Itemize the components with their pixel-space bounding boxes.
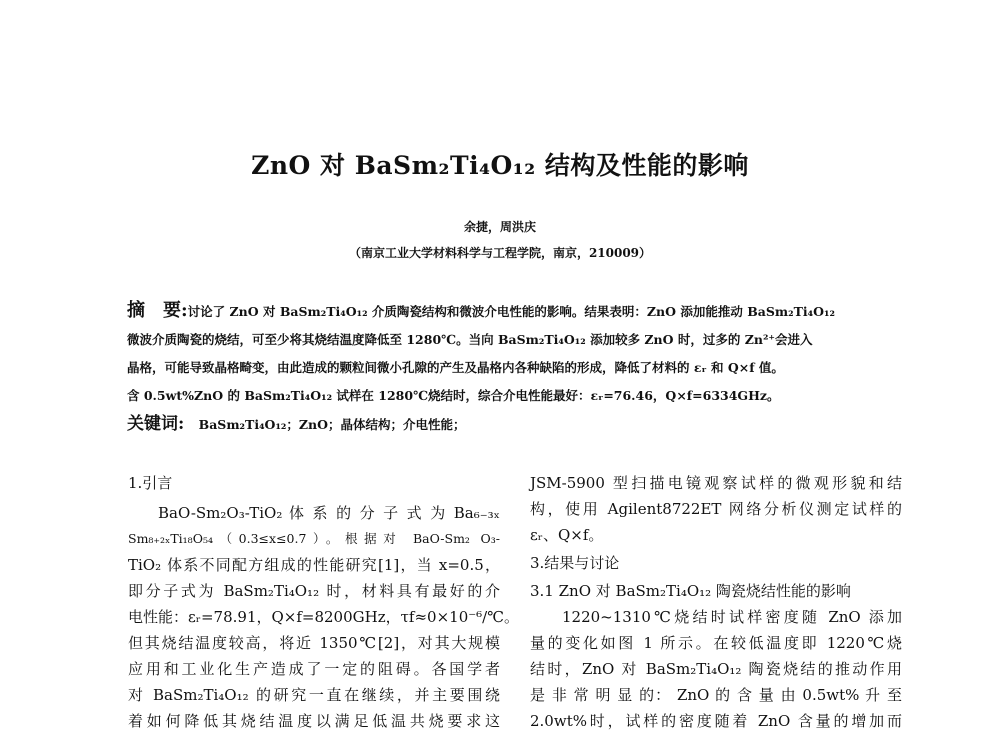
section-3-heading: 3.结果与讨论 xyxy=(530,554,620,572)
body-line: Sm₈₊₂ₓTi₁₈O₅₄（0.3≤x≤0.7）。根据对 BaO-Sm₂ O₃- xyxy=(128,531,500,546)
body-line: JSM-5900 型扫描电镜观察试样的微观形貌和结 xyxy=(530,474,902,492)
keywords-label: 关键词: xyxy=(127,414,185,434)
body-line: 是 非 常 明 显 的： ZnO 的 含 量 由 0.5wt% 升 至 xyxy=(530,686,902,704)
body-line: 2.0wt%时，试样的密度随着 ZnO 含量的增加而 xyxy=(530,712,902,730)
body-line: 结时，ZnO 对 BaSm₂Ti₄O₁₂ 陶瓷烧结的推动作用 xyxy=(530,660,902,678)
body-line: 对 BaSm₂Ti₄O₁₂ 的研究一直在继续，并主要围绕 xyxy=(128,686,500,704)
body-line: 应用和工业化生产造成了一定的阻碍。各国学者 xyxy=(128,660,500,678)
paper-title: ZnO 对 BaSm₂Ti₄O₁₂ 结构及性能的影响 xyxy=(251,151,749,180)
paper-affiliation: （南京工业大学材料科学与工程学院，南京，210009） xyxy=(348,246,652,260)
abstract-line-2: 微波介质陶瓷的烧结，可至少将其烧结温度降低至 1280℃。当向 BaSm₂Ti₄O₁₂ 添加较多 ZnO 时，过多的 Zn²⁺会进入 xyxy=(127,332,813,347)
body-line: 着如何降低其烧结温度以满足低温共烧要求这 xyxy=(128,712,500,730)
body-line: 但其烧结温度较高，将近 1350℃[2]，对其大规模 xyxy=(128,634,500,652)
body-line: BaO-Sm₂O₃-TiO₂ 体 系 的 分 子 式 为 Ba₆₋₃ₓ xyxy=(158,504,500,522)
body-line: TiO₂ 体系不同配方组成的性能研究[1]，当 x=0.5， xyxy=(128,556,500,574)
abstract-text: 讨论了 ZnO 对 BaSm₂Ti₄O₁₂ 介质陶瓷结构和微波介电性能的影响。结果表明：ZnO 添加能推动 BaSm₂Ti₄O₁₂ xyxy=(187,304,835,319)
paper-authors: 余捷，周洪庆 xyxy=(463,220,536,234)
abstract-label: 摘 要: xyxy=(127,300,188,321)
abstract-line-1 xyxy=(127,301,907,322)
body-line: 构，使用 Agilent8722ET 网络分析仪测定试样的 xyxy=(530,500,902,518)
abstract-line-3: 晶格，可能导致晶格畸变，由此造成的颗粒间微小孔隙的产生及晶格内各种缺陷的形成，降低了材料的 εᵣ 和 Q×f 值。 xyxy=(127,360,784,375)
body-line: 电性能：εᵣ=78.91，Q×f=8200GHz，τf≈0×10⁻⁶/℃。 xyxy=(128,608,519,626)
subsection-3-1-heading: 3.1 ZnO 对 BaSm₂Ti₄O₁₂ 陶瓷烧结性能的影响 xyxy=(530,582,851,600)
body-line: 即分子式为 BaSm₂Ti₄O₁₂ 时，材料具有最好的介 xyxy=(128,582,500,600)
keywords-text: BaSm₂Ti₄O₁₂；ZnO；晶体结构；介电性能； xyxy=(198,417,466,432)
abstract-line-4: 含 0.5wt%ZnO 的 BaSm₂Ti₄O₁₂ 试样在 1280℃烧结时，综合介电性能最好：εᵣ=76.46，Q×f=6334GHz。 xyxy=(127,388,780,403)
body-line: 1220~1310℃烧结时试样密度随 ZnO 添加 xyxy=(562,608,902,626)
keywords xyxy=(127,414,907,435)
section-1-heading: 1.引言 xyxy=(128,474,173,492)
body-line: 量的变化如图 1 所示。在较低温度即 1220℃烧 xyxy=(530,634,902,652)
body-line: εᵣ、Q×f。 xyxy=(530,526,604,544)
